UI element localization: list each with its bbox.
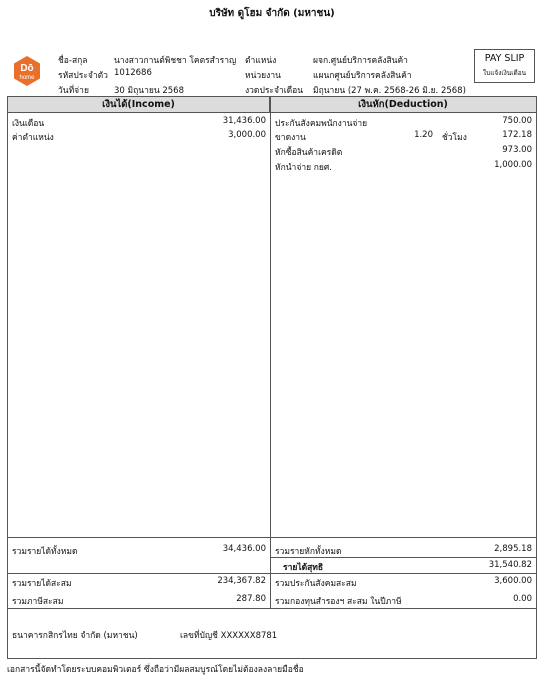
logo-subtext: home bbox=[19, 75, 35, 81]
total-income-value: 34,436.00 bbox=[222, 544, 266, 554]
period-value: มิถุนายน (27 พ.ค. 2568-26 มิ.ย. 2568) bbox=[313, 86, 466, 96]
position-value: ผจก.ศูนย์บริการคลังสินค้า bbox=[313, 56, 408, 66]
company-logo bbox=[11, 55, 43, 87]
name-label: ชื่อ-สกุล bbox=[58, 56, 88, 66]
deduction-item-qty: 1.20 bbox=[414, 130, 433, 140]
bank-divider bbox=[8, 608, 536, 609]
ytd-tax-value: 287.80 bbox=[236, 594, 266, 604]
column-divider bbox=[270, 97, 271, 608]
pay-date-value: 30 มิถุนายน 2568 bbox=[114, 86, 184, 96]
income-item-amount: 31,436.00 bbox=[222, 116, 266, 126]
deduction-item-label: ประกันสังคมพนักงานจ่าย bbox=[275, 119, 368, 129]
deduction-item-label: หักซื้อสินค้าเครดิต bbox=[275, 148, 343, 158]
ytd-fund-value: 0.00 bbox=[513, 594, 532, 604]
payslip-title: PAY SLIP bbox=[484, 53, 525, 64]
ytd-tax-label: รวมภาษีสะสม bbox=[12, 597, 64, 607]
ytd-income-label: รวมรายได้สะสม bbox=[12, 579, 72, 589]
payslip-subtitle: ใบแจ้งเงินเดือน bbox=[482, 69, 527, 77]
pay-date-label: วันที่จ่าย bbox=[58, 86, 89, 96]
deduction-item-label: หักนำจ่าย กยศ. bbox=[275, 163, 332, 173]
income-heading: เงินได้(Income) bbox=[8, 97, 270, 113]
unit-label: หน่วยงาน bbox=[245, 71, 281, 81]
deduction-item-unit: ชั่วโมง bbox=[442, 133, 467, 143]
deduction-item-amount: 973.00 bbox=[502, 145, 532, 155]
period-label: งวดประจำเดือน bbox=[245, 86, 304, 96]
net-label: รายได้สุทธิ bbox=[283, 563, 324, 573]
deduction-item-label: ขาดงาน bbox=[275, 133, 306, 143]
net-divider bbox=[270, 557, 536, 558]
total-deduction-label: รวมรายหักทั้งหมด bbox=[275, 547, 342, 557]
position-label: ตำแหน่ง bbox=[245, 56, 277, 66]
income-item-label: ค่าตำแหน่ง bbox=[12, 133, 54, 143]
emp-id-value: 1012686 bbox=[114, 68, 152, 78]
deduction-item-amount: 1,000.00 bbox=[494, 160, 532, 170]
total-deduction-value: 2,895.18 bbox=[494, 544, 532, 554]
ytd-income-value: 234,367.82 bbox=[217, 576, 266, 586]
unit-value: แผนกศูนย์บริการคลังสินค้า bbox=[313, 71, 412, 81]
company-name: บริษัท ดูโฮม จำกัด (มหาชน) bbox=[209, 8, 335, 19]
ytd-divider bbox=[8, 573, 536, 574]
deduction-item-amount: 172.18 bbox=[502, 130, 532, 140]
logo-text: Dō bbox=[20, 63, 34, 74]
ytd-sso-value: 3,600.00 bbox=[494, 576, 532, 586]
income-item-amount: 3,000.00 bbox=[228, 130, 266, 140]
total-income-label: รวมรายได้ทั้งหมด bbox=[12, 547, 78, 557]
ytd-fund-label: รวมกองทุนสำรองฯ สะสม ในปีภาษี bbox=[275, 597, 402, 607]
bank-name: ธนาคารกสิกรไทย จำกัด (มหาชน) bbox=[12, 631, 138, 641]
bank-account: เลขที่บัญชี XXXXXX8781 bbox=[180, 631, 278, 641]
deduction-item-amount: 750.00 bbox=[502, 116, 532, 126]
payslip-table bbox=[7, 96, 537, 659]
deduction-heading: เงินหัก(Deduction) bbox=[270, 97, 536, 113]
totals-divider bbox=[8, 537, 536, 538]
emp-id-label: รหัสประจำตัว bbox=[58, 71, 108, 81]
net-value: 31,540.82 bbox=[488, 560, 532, 570]
ytd-sso-label: รวมประกันสังคมสะสม bbox=[275, 579, 357, 589]
payslip-box bbox=[474, 49, 535, 83]
name-value: นางสาวกานต์พิชชา โคตรสำราญ bbox=[114, 56, 237, 66]
footer-note: เอกสารนี้จัดทำโดยระบบคอมพิวเตอร์ ซึ่งถือว่ามีผลสมบูรณ์โดยไม่ต้องลงลายมือชื่อ bbox=[7, 665, 304, 675]
income-item-label: เงินเดือน bbox=[12, 119, 45, 129]
